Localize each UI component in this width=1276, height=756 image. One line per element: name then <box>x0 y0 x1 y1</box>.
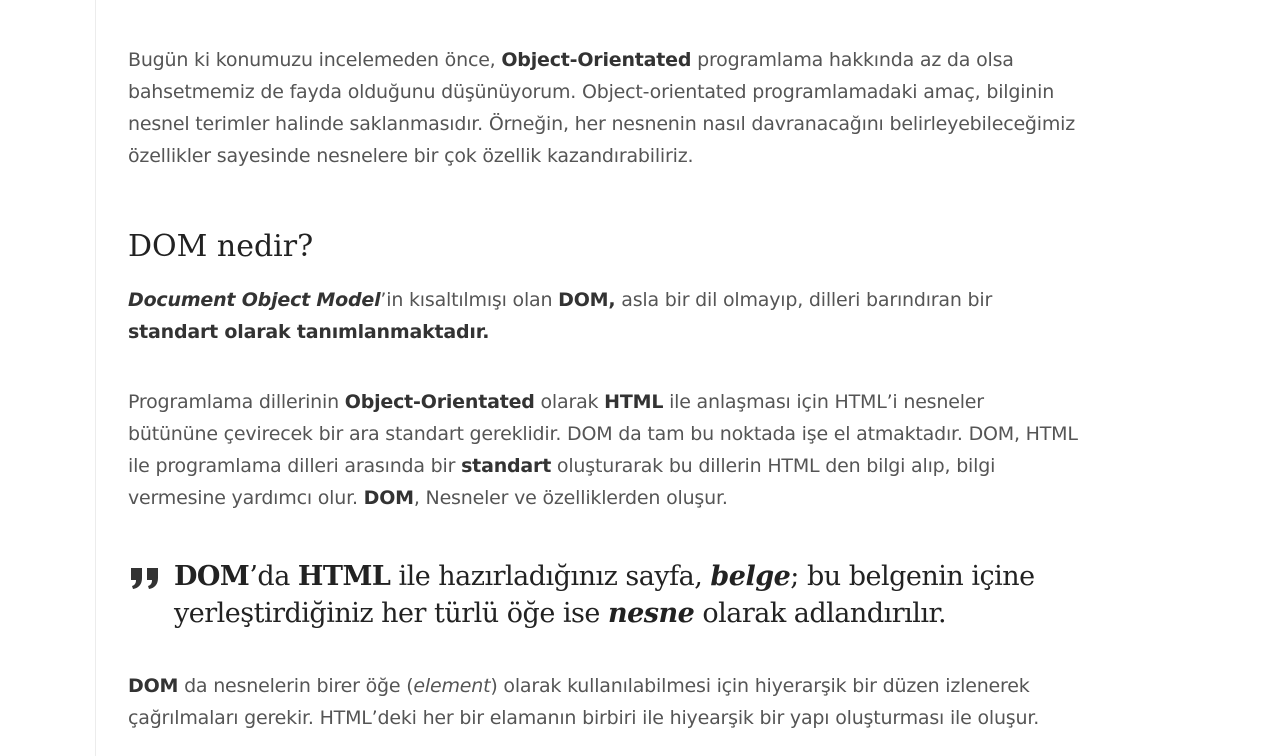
quote-bold-html: HTML <box>297 561 391 592</box>
explanation-bold-4: DOM <box>363 487 414 509</box>
quote-emphasis-nesne: nesne <box>607 598 695 629</box>
definition-text-2: asla bir dil olmayıp, dilleri barındıran bir <box>615 289 993 311</box>
closing-paragraph <box>128 670 1078 734</box>
definition-bold-dom: DOM, <box>558 289 616 311</box>
blockquote <box>128 558 1078 632</box>
closing-text-2: ) olarak kullanılabilmesi için hiyerarşik bir düzen izlenerek çağrılmaları gerekir. HTML’deki her bir elamanın birbiri ile hiyearşik bir yapı oluşturması ile oluşur. <box>128 675 1040 729</box>
explanation-paragraph <box>128 386 1078 514</box>
explanation-bold-3: standart <box>461 455 552 477</box>
quote-text-2: ile hazırladığınız sayfa, <box>390 561 711 592</box>
article-body <box>128 44 1078 734</box>
intro-bold-object-orientated: Object-Orientated <box>501 49 692 71</box>
explanation-bold-2: HTML <box>604 391 664 413</box>
intro-paragraph <box>128 44 1078 172</box>
quote-icon <box>130 566 160 590</box>
definition-term: Document Object Model <box>128 289 381 311</box>
definition-text-1: ’in kısaltılmışı olan <box>380 289 559 311</box>
quote-emphasis-belge: belge <box>710 561 791 592</box>
closing-bold-dom: DOM <box>128 675 179 697</box>
explanation-text-5: , Nesneler ve özelliklerden oluşur. <box>413 487 728 509</box>
definition-bold-standard: standart olarak tanımlanmaktadır. <box>128 321 490 343</box>
section-heading: DOM nedir? <box>128 229 314 264</box>
explanation-text-2: olarak <box>534 391 605 413</box>
quote-text-4: olarak adlandırılır. <box>694 598 947 629</box>
explanation-text-4: oluşturarak bu dillerin HTML den bilgi alıp, bilgi vermesine yardımcı olur. <box>128 455 996 509</box>
quote-text-3: ; bu belgenin içine yerleştirdiğiniz her türlü öğe ise <box>174 561 1035 629</box>
explanation-text-1: Programlama dillerinin <box>128 391 345 413</box>
intro-text-2: programlama hakkında az da olsa bahsetmemiz de fayda olduğunu düşünüyorum. Object-orientated programlamadaki amaç, bilginin nesnel terimler halinde saklanmasıdır. Örneğin, her nesnenin nasıl davranacağını belirleyebileceğimiz özellikler sayesinde nesnelere bir çok özellik kazandırabiliriz. <box>128 49 1076 167</box>
quote-text-1: ’da <box>249 561 298 592</box>
closing-emphasis-element: element <box>413 675 491 697</box>
intro-text-1: Bugün ki konumuzu incelemeden önce, <box>128 49 502 71</box>
content-left-border <box>95 0 96 756</box>
quote-bold-dom: DOM <box>174 561 250 592</box>
definition-paragraph <box>128 284 1078 348</box>
explanation-bold-1: Object-Orientated <box>344 391 535 413</box>
closing-text-1: da nesnelerin birer öğe ( <box>178 675 414 697</box>
explanation-text-3: ile anlaşması için HTML’i nesneler bütününe çevirecek bir ara standart gereklidir. DOM da tam bu noktada işe el atmaktadır. DOM, HTML ile programlama dilleri arasında bir <box>128 391 1078 477</box>
